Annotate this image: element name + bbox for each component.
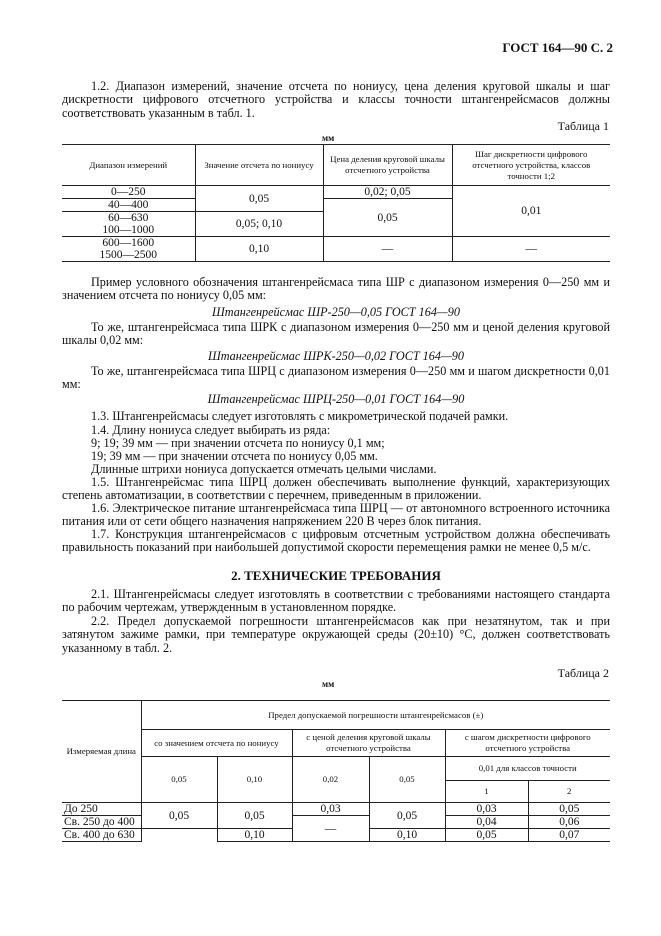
example-2-code: Штангенрейсмас ШРК-250—0,02 ГОСТ 164—90	[208, 349, 464, 363]
t2-head-classes: 0,01 для классов точности	[445, 757, 610, 781]
t1-range: 60—630	[62, 212, 195, 225]
t2-head-vernier: со значением отсчета по нониусу	[141, 730, 292, 757]
t2-head-d005: 0,05	[369, 757, 445, 803]
paragraph-1-4: 1.4. Длину нониуса следует выбирать из ряда:	[91, 423, 331, 437]
t2-head-d002: 0,02	[292, 757, 369, 803]
t1-dial: 0,05	[323, 199, 452, 237]
t2-k2: 0,07	[528, 829, 610, 842]
t2-k1: 0,03	[445, 803, 528, 816]
t1-dial: —	[323, 237, 452, 262]
t2-v010: 0,10	[217, 829, 292, 842]
example-3-code: Штангенрейсмас ШРЦ-250—0,01 ГОСТ 164—90	[207, 392, 465, 406]
t1-dial: 0,02; 0,05	[323, 186, 452, 199]
t2-k2: 0,05	[528, 803, 610, 816]
t2-head-v010: 0,10	[217, 757, 292, 803]
section-2-title: 2. ТЕХНИЧЕСКИЕ ТРЕБОВАНИЯ	[231, 568, 441, 583]
t1-head-digital: Шаг дискретности цифрового отсчетного устройства, классов точности 1;2	[452, 145, 610, 186]
example-1-text: Пример условного обозначения штангенрейсмаса типа ШР с диапазоном измерения 0—250 мм и значением отсчета по нониусу 0,05 мм:	[62, 275, 610, 303]
table2-caption: Таблица 2	[557, 666, 609, 680]
paragraph-2-2: 2.2. Предел допускаемой погрешности штангенрейсмасов как при незатянутом, так и при затянутом зажиме рамки, при температуре окружающей среды (20±10) °С, должен соответствовать указанному в табл. 2.	[62, 614, 610, 655]
t2-head-dial: с ценой деления круговой шкалы отсчетного устройства	[292, 730, 445, 757]
t2-head-class-2: 2	[528, 781, 610, 803]
t2-head-digital: с шагом дискретности цифрового отсчетного устройства	[445, 730, 610, 757]
paragraph-1-6: 1.6. Электрическое питание штангенрейсмаса типа ШРЦ — от автономного встроенного источника питания или от сети общего назначения напряжением 220 В через блок питания.	[62, 501, 610, 529]
t2-v010: 0,05	[217, 803, 292, 829]
t2-length: До 250	[62, 803, 141, 816]
t1-head-range: Диапазон измерений	[62, 145, 195, 186]
t2-head-class-1: 1	[445, 781, 528, 803]
t2-k1: 0,04	[445, 816, 528, 829]
paragraph-1-5: 1.5. Штангенрейсмас типа ШРЦ должен обеспечивать выполнение функций, характеризующих степень автоматизации, в соответствии с перечнем, приведенным в приложении.	[62, 475, 610, 503]
paragraph-1-2: 1.2. Диапазон измерений, значение отсчета по нониусу, цена деления круговой шкалы и шаг дискретности цифрового отсчетного устройства и классы точности штангенрейсмасов должны соответствовать указанным в табл. 1.	[62, 79, 610, 120]
table1-unit: мм	[322, 133, 335, 143]
table2-unit: мм	[322, 679, 335, 689]
paragraph-2-1: 2.1. Штангенрейсмасы следует изготовлять в соответствии с требованиями настоящего стандарта по рабочим чертежам, утвержденным в установленном порядке.	[62, 587, 610, 615]
paragraph-1-4b: 19; 39 мм — при значении отсчета по нониусу 0,05 мм.	[91, 449, 378, 463]
t2-d005: 0,10	[369, 829, 445, 842]
t1-range: 100—1000	[62, 224, 195, 237]
t1-digital: —	[452, 237, 610, 262]
paragraph-1-4a: 9; 19; 39 мм — при значении отсчета по нониусу 0,1 мм;	[91, 436, 385, 450]
example-1-code: Штангенрейсмас ШР-250—0,05 ГОСТ 164—90	[212, 305, 460, 319]
t1-range: 1500—2500	[62, 249, 195, 262]
t1-vernier: 0,05; 0,10	[195, 212, 323, 237]
t1-vernier: 0,05	[195, 186, 323, 212]
t2-head-length: Измеряемая длина	[62, 701, 141, 803]
t1-head-vernier: Значение отсчета по нониусу	[195, 145, 323, 186]
t2-v005-empty	[141, 829, 217, 842]
t2-head-limit: Предел допускаемой погрешности штангенрейсмасов (±)	[141, 701, 610, 730]
t2-d002: —	[292, 816, 369, 842]
t1-range: 40—400	[62, 199, 195, 212]
t2-length: Св. 400 до 630	[62, 829, 141, 842]
t2-length: Св. 250 до 400	[62, 816, 141, 829]
t2-d005: 0,05	[369, 803, 445, 829]
paragraph-1-4c: Длинные штрихи нониуса допускается отмечать целыми числами.	[91, 462, 437, 476]
t1-digital: 0,01	[452, 186, 610, 237]
t2-d002: 0,03	[292, 803, 369, 816]
table-2	[62, 700, 610, 842]
table1-caption: Таблица 1	[557, 119, 609, 133]
paragraph-1-3: 1.3. Штангенрейсмасы следует изготовлять с микрометрической подачей рамки.	[91, 409, 509, 423]
t1-range: 0—250	[62, 186, 195, 199]
t2-k2: 0,06	[528, 816, 610, 829]
t1-head-dial: Цена деления круговой шкалы отсчетного устройства	[323, 145, 452, 186]
t1-vernier: 0,10	[195, 237, 323, 262]
paragraph-1-7: 1.7. Конструкция штангенрейсмасов с цифровым отсчетным устройством должна обеспечивать правильность показаний при наибольшей допустимой скорости перемещения рамки не менее 0,5 м/с.	[62, 527, 610, 555]
table-1	[62, 144, 610, 262]
t2-v005: 0,05	[141, 803, 217, 829]
t2-k1: 0,05	[445, 829, 528, 842]
page-header: ГОСТ 164—90 С. 2	[502, 40, 613, 55]
example-3-text: То же, штангенрейсмаса типа ШРЦ с диапазоном измерения 0—250 мм и шагом дискретности 0,01 мм:	[62, 364, 610, 392]
t2-head-v005: 0,05	[141, 757, 217, 803]
example-2-text: То же, штангенрейсмаса типа ШРК с диапазоном измерения 0—250 мм и ценой деления круговой шкалы 0,02 мм:	[62, 320, 610, 348]
t1-range: 600—1600	[62, 237, 195, 250]
